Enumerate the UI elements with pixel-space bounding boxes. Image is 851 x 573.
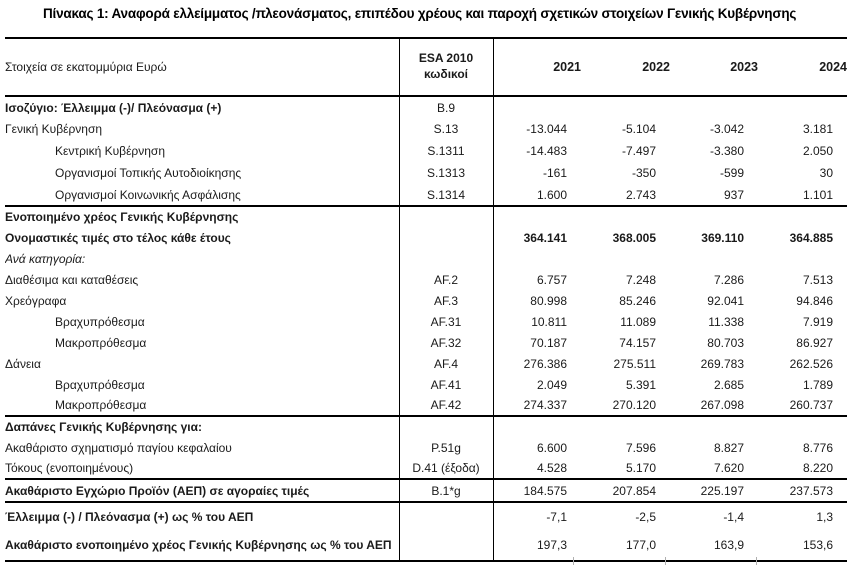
table-row xyxy=(5,206,847,227)
value-2021: 70.187 xyxy=(530,335,567,350)
value-2024 xyxy=(758,206,847,227)
value-2022: -2,5 xyxy=(581,502,670,530)
esa-code-cell: D.41 (έξοδα) xyxy=(399,458,493,479)
table-body xyxy=(5,96,847,561)
header-row xyxy=(5,38,847,96)
value-2022: 85.246 xyxy=(619,293,656,308)
table-row xyxy=(5,353,847,374)
value-2023: 267.098 xyxy=(700,398,744,412)
value-2021 xyxy=(493,416,581,437)
value-2022: 11.089 xyxy=(620,314,656,329)
value-2023: 11.338 xyxy=(708,314,744,329)
header-year-2022: 2022 xyxy=(581,38,670,96)
value-2021: -13.044 xyxy=(526,122,567,136)
table-row xyxy=(5,395,847,416)
row-label: Χρεόγραφα xyxy=(5,293,67,308)
value-2023: -3.380 xyxy=(709,144,744,158)
esa-code-cell: P.51g xyxy=(399,437,493,458)
table-row xyxy=(5,332,847,353)
value-2024: 153,6 xyxy=(802,538,833,552)
esa-code-cell: B.9 xyxy=(399,96,493,118)
value-2024: 262.526 xyxy=(789,356,833,371)
esa-code-cell: S.13 xyxy=(399,118,493,140)
table-row xyxy=(5,248,847,269)
value-2024: 30 xyxy=(819,166,833,180)
esa-code-cell: AF.42 xyxy=(399,395,493,416)
table-row xyxy=(5,184,847,206)
value-2021: 10.811 xyxy=(531,314,567,329)
row-label: Βραχυπρόθεσμα xyxy=(55,377,145,392)
table-row xyxy=(5,162,847,184)
esa-code-cell: AF.3 xyxy=(399,290,493,311)
esa-code-cell: AF.4 xyxy=(399,353,493,374)
esa-code-cell: AF.32 xyxy=(399,332,493,353)
row-label: Γενική Κυβέρνηση xyxy=(5,122,103,136)
value-2021: 6.757 xyxy=(536,272,567,287)
value-2021: 1.600 xyxy=(536,187,567,202)
table-title: Πίνακας 1: Αναφορά ελλείμματος /πλεονάσματος, επιπέδου χρέους και παροχή σχετικών στοιχείων Γενικής Κυβέρνησης xyxy=(43,6,797,21)
table-row xyxy=(5,458,847,479)
row-label: Δάνεια xyxy=(5,356,41,371)
value-2023: -599 xyxy=(719,166,744,180)
value-2022: 275.511 xyxy=(613,356,656,371)
table-row xyxy=(5,502,847,530)
value-2021: 274.337 xyxy=(523,398,567,412)
esa-code-cell xyxy=(399,227,493,248)
value-2024 xyxy=(758,248,847,269)
esa-code-cell: S.1313 xyxy=(399,162,493,184)
esa-code-cell: AF.2 xyxy=(399,269,493,290)
value-2024: 1.101 xyxy=(802,187,833,202)
value-2022: -350 xyxy=(631,166,656,180)
value-2021: 364.141 xyxy=(523,230,567,245)
table-row xyxy=(5,290,847,311)
table-row xyxy=(5,437,847,458)
value-2024: 86.927 xyxy=(796,335,833,350)
value-2022: -7.497 xyxy=(621,144,656,158)
value-2022: 5.170 xyxy=(625,461,656,475)
value-2023: -1,4 xyxy=(670,502,758,530)
value-2024 xyxy=(758,416,847,437)
esa-code-cell: AF.41 xyxy=(399,374,493,395)
header-esa-code xyxy=(399,38,493,96)
value-2022: 74.157 xyxy=(619,335,656,350)
value-2021: -14.483 xyxy=(526,144,567,158)
value-2023 xyxy=(670,206,758,227)
value-2023: 92.041 xyxy=(707,293,744,308)
value-2023: 8.827 xyxy=(713,440,744,455)
value-2021: -7,1 xyxy=(493,502,581,530)
esa-code-cell xyxy=(399,248,493,269)
table-row xyxy=(5,269,847,290)
row-label: Ισοζύγιο: Έλλειμμα (-)/ Πλεόνασμα (+) xyxy=(5,100,222,115)
value-2024: 1.789 xyxy=(802,377,833,392)
value-2021: 197,3 xyxy=(536,538,567,552)
value-2023 xyxy=(670,96,758,118)
table-row xyxy=(5,311,847,332)
value-2023: 7.286 xyxy=(713,272,744,287)
value-2022 xyxy=(581,206,670,227)
value-2021: -161 xyxy=(542,166,567,180)
value-2021 xyxy=(493,206,581,227)
row-label: Έλλειμμα (-) / Πλεόνασμα (+) ως % του ΑΕΠ xyxy=(5,502,399,530)
row-label: Οργανισμοί Κοινωνικής Ασφάλισης xyxy=(55,187,241,202)
value-2024: 237.573 xyxy=(758,479,847,502)
table-row xyxy=(5,96,847,118)
value-2021: 4.528 xyxy=(536,461,567,475)
header-year-2023: 2023 xyxy=(670,38,758,96)
value-2022 xyxy=(581,248,670,269)
value-2021 xyxy=(493,96,581,118)
header-units-label: Στοιχεία σε εκατομμύρια Ευρώ xyxy=(5,38,399,96)
value-2023: -3.042 xyxy=(709,122,744,136)
row-label: Μακροπρόθεσμα xyxy=(55,335,147,350)
value-2021: 276.386 xyxy=(523,356,567,371)
row-label: Οργανισμοί Τοπικής Αυτοδιοίκησης xyxy=(55,166,242,180)
value-2021: 80.998 xyxy=(530,293,567,308)
row-label: Ακαθάριστο ενοποιημένο χρέος Γενικής Κυβέρνησης ως % του ΑΕΠ xyxy=(5,538,392,552)
table-row xyxy=(5,530,847,561)
table-header xyxy=(5,38,847,96)
esa-code-cell: AF.31 xyxy=(399,311,493,332)
esa-code-line2: κωδικοί xyxy=(424,67,468,81)
value-2023 xyxy=(670,416,758,437)
table-row xyxy=(5,227,847,248)
value-2022: 2.743 xyxy=(625,187,656,202)
row-label: Ανά κατηγορία: xyxy=(5,251,86,266)
table-row xyxy=(5,118,847,140)
value-2023: 937 xyxy=(723,187,744,202)
value-2022 xyxy=(581,416,670,437)
value-2024: 8.776 xyxy=(802,440,833,455)
row-label: Ενοποιημένο χρέος Γενικής Κυβέρνησης xyxy=(5,206,399,227)
value-2024: 3.181 xyxy=(802,122,833,136)
value-2023: 163,9 xyxy=(713,538,744,552)
table-row xyxy=(5,374,847,395)
value-2023: 2.685 xyxy=(713,377,744,392)
value-2024: 7.919 xyxy=(802,314,833,329)
header-year-2024: 2024 xyxy=(758,38,847,96)
gridline-stub xyxy=(665,557,666,565)
esa-code-cell: B.1*g xyxy=(399,479,493,502)
value-2024: 364.885 xyxy=(789,230,833,245)
table-row xyxy=(5,479,847,502)
esa-code-cell: S.1311 xyxy=(399,140,493,162)
value-2022: 207.854 xyxy=(581,479,670,502)
fiscal-table xyxy=(5,37,847,562)
value-2022: 270.120 xyxy=(612,398,656,412)
value-2023: 7.620 xyxy=(713,461,744,475)
row-label: Μακροπρόθεσμα xyxy=(55,398,147,412)
value-2021: 184.575 xyxy=(493,479,581,502)
esa-code-cell xyxy=(399,416,493,437)
value-2021: 2.049 xyxy=(536,377,567,392)
row-label: Τόκους (ενοποιημένους) xyxy=(5,461,134,475)
value-2021: 6.600 xyxy=(536,440,567,455)
row-label: Κεντρική Κυβέρνηση xyxy=(55,144,165,158)
value-2021 xyxy=(493,248,581,269)
esa-code-cell xyxy=(399,530,493,561)
value-2022: 7.596 xyxy=(625,440,656,455)
value-2022: 368.005 xyxy=(612,230,656,245)
value-2024 xyxy=(758,96,847,118)
value-2023: 80.703 xyxy=(707,335,744,350)
value-2024: 8.220 xyxy=(802,461,833,475)
value-2022: 5.391 xyxy=(625,377,656,392)
row-label: Δαπάνες Γενικής Κυβέρνησης για: xyxy=(5,416,399,437)
value-2023: 369.110 xyxy=(701,230,744,245)
value-2023 xyxy=(670,248,758,269)
value-2024: 94.846 xyxy=(796,293,833,308)
gridline-stub xyxy=(573,557,574,565)
header-year-2021: 2021 xyxy=(493,38,581,96)
row-label: Βραχυπρόθεσμα xyxy=(55,314,145,329)
esa-code-line1: ESA 2010 xyxy=(418,51,474,66)
value-2022 xyxy=(581,96,670,118)
value-2024: 7.513 xyxy=(802,272,833,287)
value-2024: 260.737 xyxy=(789,398,833,412)
value-2022: 7.248 xyxy=(625,272,656,287)
value-2022: 177,0 xyxy=(625,538,656,552)
esa-code-cell xyxy=(399,502,493,530)
value-2024: 1,3 xyxy=(758,502,847,530)
row-label: Διαθέσιμα και καταθέσεις xyxy=(5,272,139,287)
row-label: Ονομαστικές τιμές στο τέλος κάθε έτους xyxy=(5,230,231,245)
table-row xyxy=(5,416,847,437)
gridline-stub xyxy=(756,557,757,565)
value-2022: -5.104 xyxy=(621,122,656,136)
value-2023: 225.197 xyxy=(670,479,758,502)
row-label: Ακαθάριστο σχηματισμό παγίου κεφαλαίου xyxy=(5,440,232,455)
row-label: Ακαθάριστο Εγχώριο Προϊόν (ΑΕΠ) σε αγοραίες τιμές xyxy=(5,479,399,502)
value-2023: 269.783 xyxy=(700,356,744,371)
table-row xyxy=(5,140,847,162)
value-2024: 2.050 xyxy=(802,144,833,158)
esa-code-cell: S.1314 xyxy=(399,184,493,206)
esa-code-cell xyxy=(399,206,493,227)
